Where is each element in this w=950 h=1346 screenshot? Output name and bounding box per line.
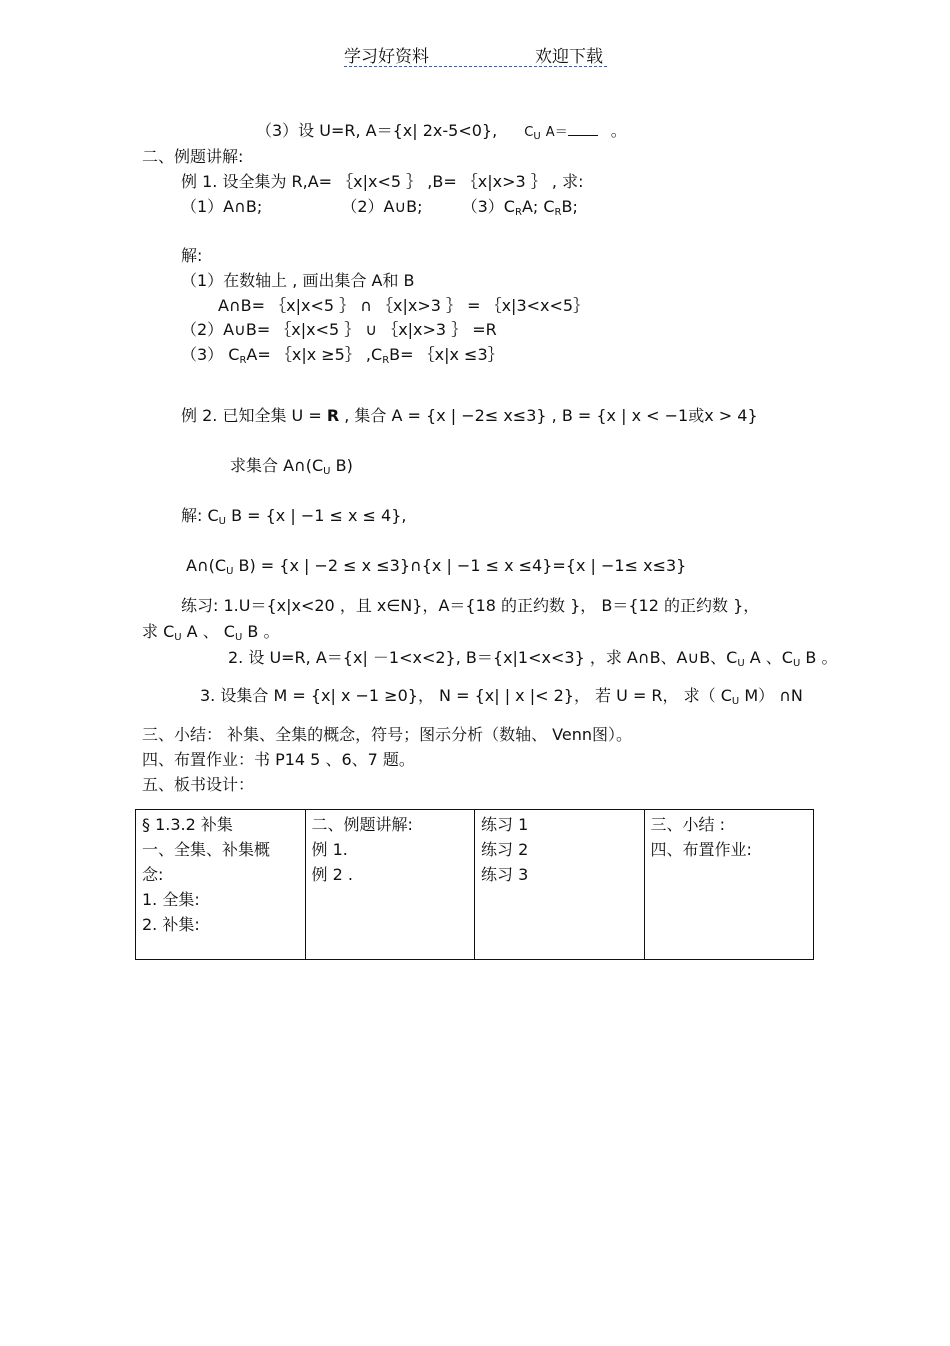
solution-step-2: （2）A∪B= ｛x|x<5 ｝ ∪ ｛x|x>3 ｝ =R xyxy=(181,320,497,339)
example-2-solution: 解: CU B = {x | −1 ≤ x ≤ 4}, xyxy=(181,506,407,527)
solution-label: 解: xyxy=(181,246,203,265)
board-text: 二、例题讲解: xyxy=(311,815,413,834)
question-3: （3）设 U=R, A＝{x| 2x-5<0}, CU A＝ 。 xyxy=(256,121,627,142)
example-2-result: A∩(CU B) = {x | −2 ≤ x ≤3}∩{x | −1 ≤ x ≤4}={x | −1≤ x≤3} xyxy=(186,556,687,577)
board-text: 2. 补集: xyxy=(142,915,200,934)
practice-1: 练习: 1.U＝{x|x<20 ，且 x∈N}，A＝{18 的正约数 }， B＝{12 的正约数 }， xyxy=(181,596,760,615)
practice-2: 2. 设 U=R, A＝{x| －1<x<2}, B＝{x|1<x<3} ，求 A∩B、A∪B、CU A 、CU B 。 xyxy=(228,648,838,669)
board-text: 三、小结 : xyxy=(650,815,725,834)
practice-1-ask: 求 CU A 、 CU B 。 xyxy=(142,622,280,643)
board-text: 1. 全集: xyxy=(142,890,200,909)
board-text: 例 1. xyxy=(311,840,348,859)
board-text: § 1.3.2 补集 xyxy=(142,815,233,834)
section-2-heading: 二、例题讲解: xyxy=(142,147,244,166)
board-text: 四、布置作业: xyxy=(650,840,752,859)
board-text: 练习 1 xyxy=(481,815,529,834)
board-text: 练习 3 xyxy=(481,865,529,884)
section-3-summary: 三、小结： 补集、全集的概念，符号；图示分析（数轴、 Venn图）。 xyxy=(142,725,633,744)
page-header xyxy=(344,42,607,67)
board-text: 例 2 . xyxy=(311,865,353,884)
section-4-homework: 四、布置作业：书 P14 5 、6、7 题。 xyxy=(142,750,415,769)
section-5-board-design: 五、板书设计： xyxy=(142,775,255,794)
board-col-1 xyxy=(136,810,306,960)
board-text: 一、全集、补集概 xyxy=(142,840,271,859)
answer-blank xyxy=(568,121,598,136)
board-design-table xyxy=(135,809,814,960)
board-text: 念: xyxy=(142,865,164,884)
example-1: 例 1. 设全集为 R,A= ｛x|x<5 ｝ ,B= ｛x|x>3 ｝ , 求: xyxy=(181,172,584,191)
example-2: 例 2. 已知全集 U = R , 集合 A = {x | −2≤ x≤3} , B = {x | x < −1或x > 4} xyxy=(181,406,758,425)
example-2-question: 求集合 A∩(CU B) xyxy=(230,456,353,477)
solution-step-1-result: A∩B= ｛x|x<5 ｝ ∩ ｛x|x>3 ｝ = ｛x|3<x<5｝ xyxy=(218,296,590,315)
example-1-parts: （1）A∩B; （2）A∪B; （3）CRA; CRB; xyxy=(181,197,578,218)
board-text: 练习 2 xyxy=(481,840,529,859)
table-row xyxy=(136,810,814,960)
board-col-4 xyxy=(644,810,814,960)
board-col-2 xyxy=(305,810,475,960)
header-right: 欢迎下载 xyxy=(535,47,603,67)
board-col-3 xyxy=(475,810,645,960)
solution-step-3: （3） CRA= ｛x|x ≥5｝ ,CRB= ｛x|x ≤3｝ xyxy=(181,345,504,366)
header-left: 学习好资料 xyxy=(344,47,429,67)
practice-3: 3. 设集合 M = {x| x −1 ≥0}， N = {x| | x |< 2}， 若 U = R， 求（ CU M） ∩N xyxy=(200,686,803,707)
solution-step-1: （1）在数轴上 , 画出集合 A和 B xyxy=(181,271,415,290)
